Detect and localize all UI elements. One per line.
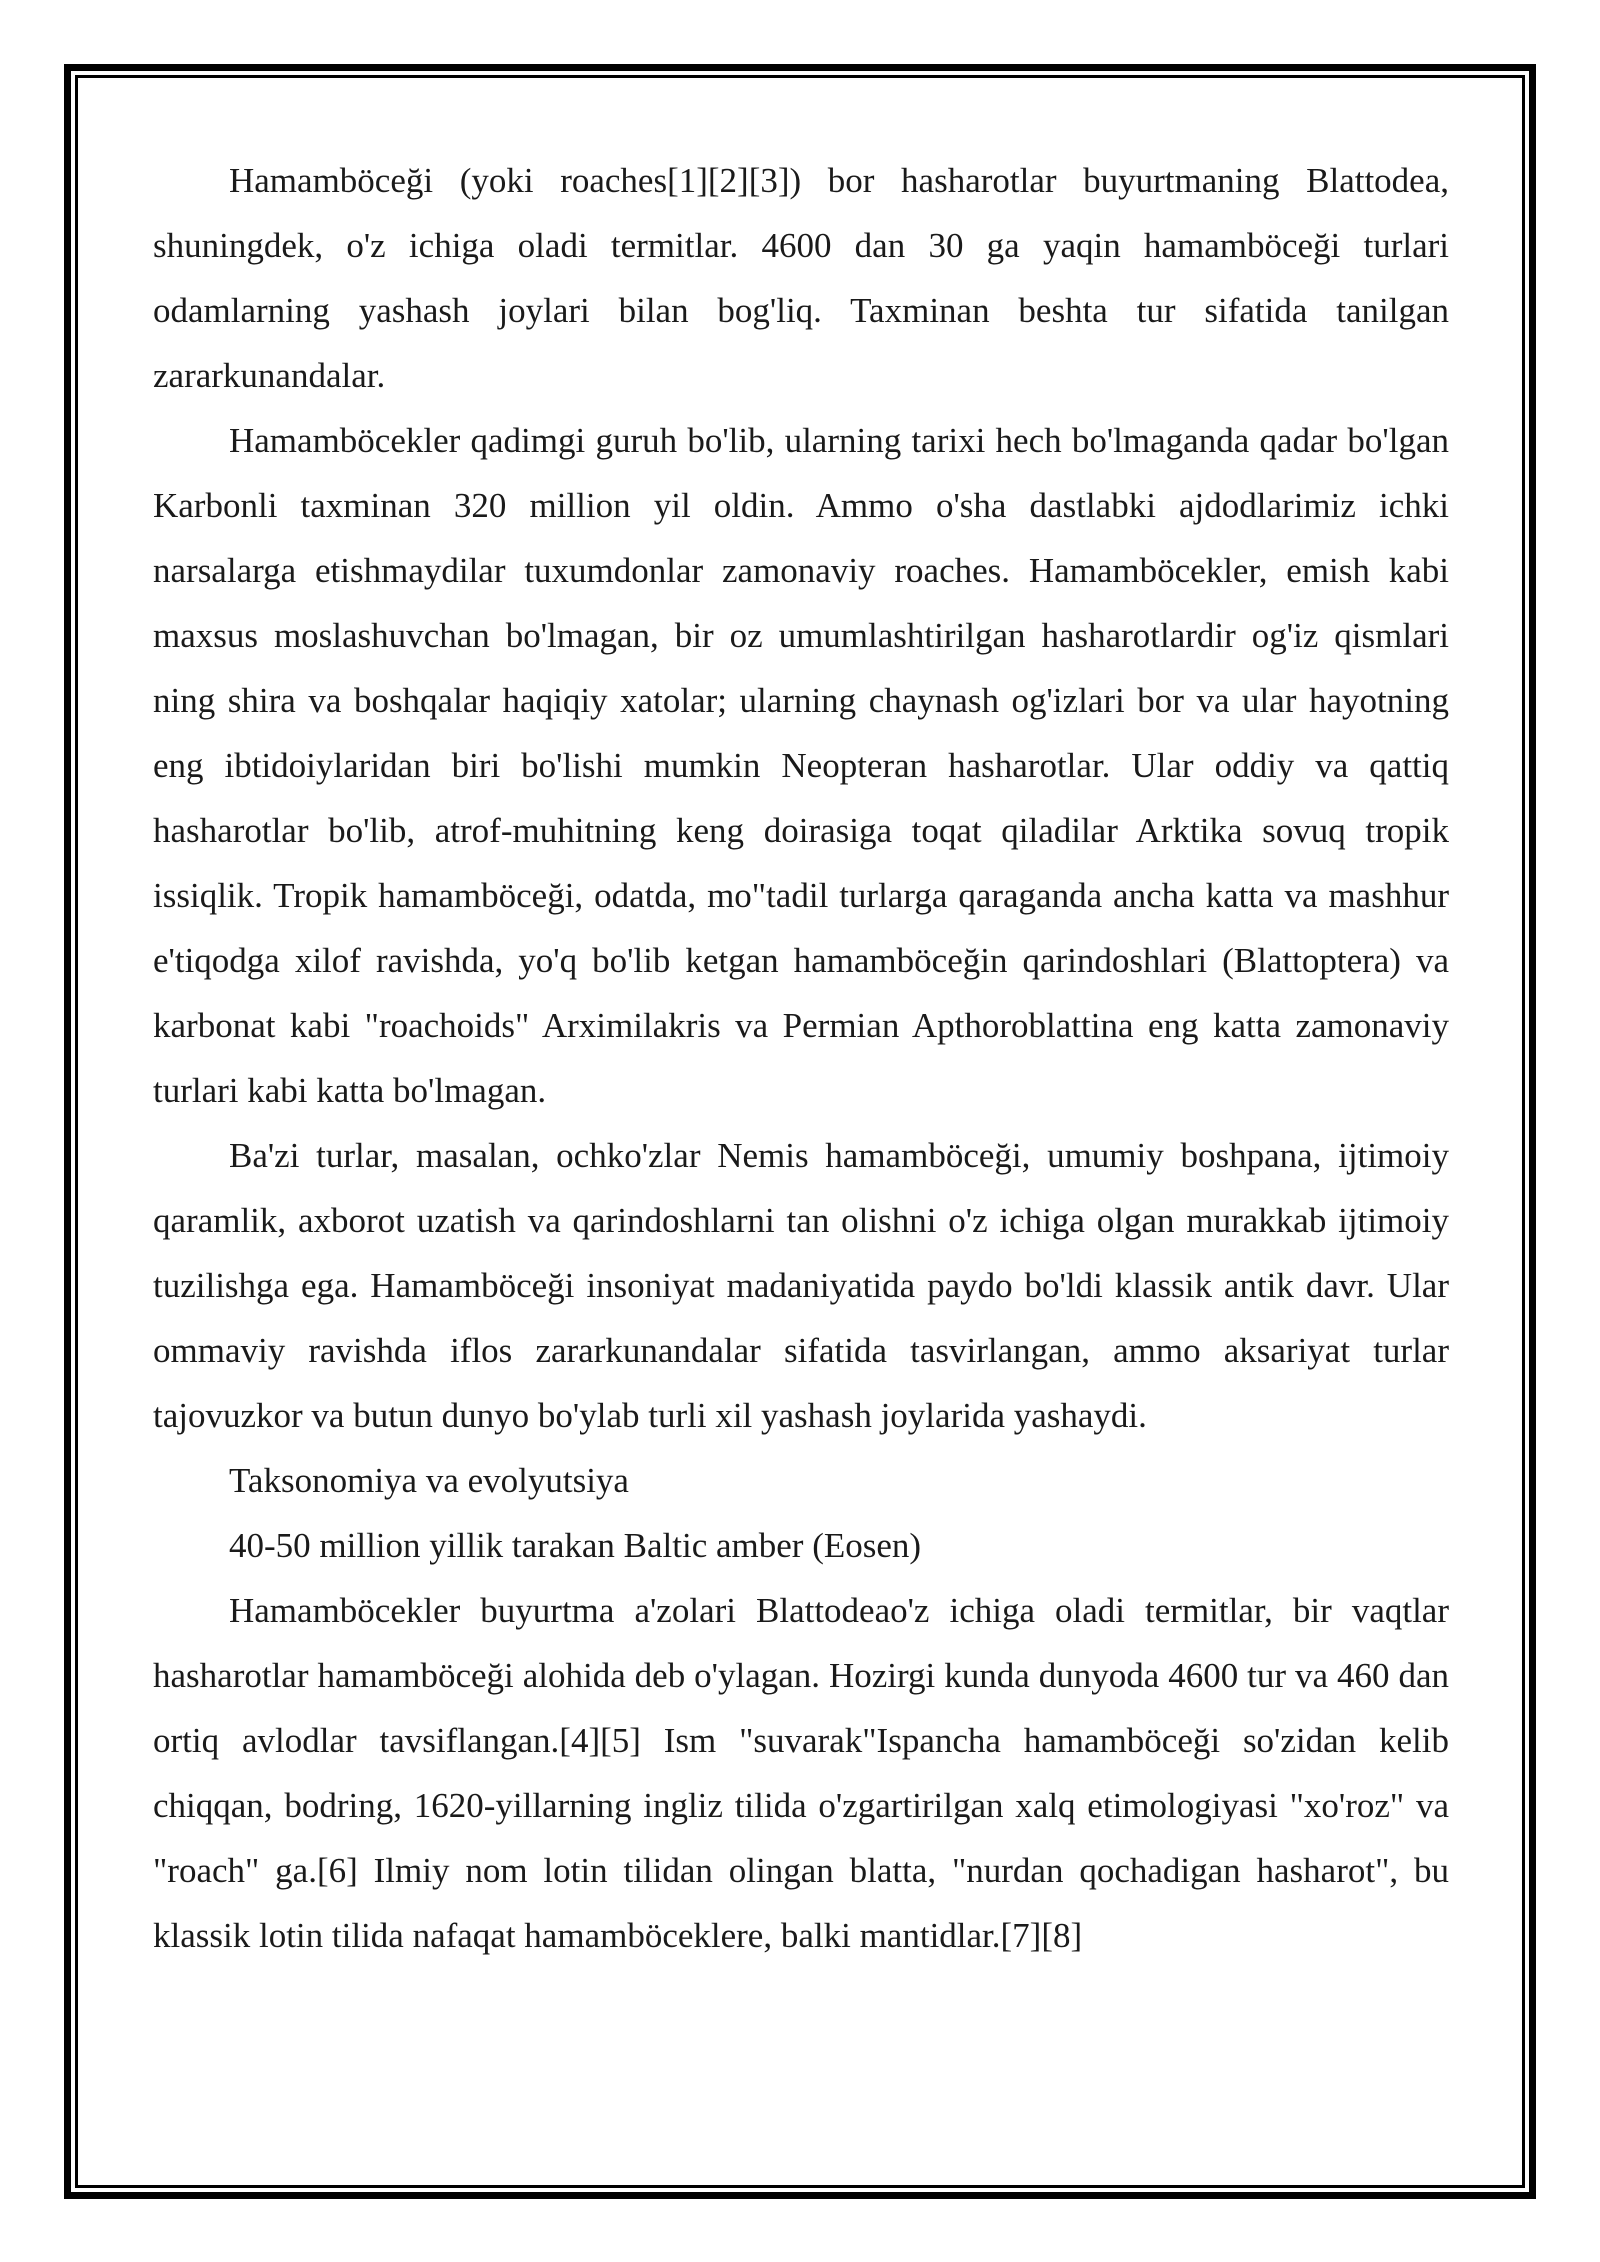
paragraph-social: Ba'zi turlar, masalan, ochko'zlar Nemis hamamböceği, umumiy boshpana, ijtimoiy qaramlik, axborot uzatish va qarindoshlarni tan olishni o'z ichiga olgan murakkab ijtimoiy tuzilishga ega. Hamamböceği insoniyat madaniyatida paydo bo'ldi klassik antik davr. Ular ommaviy ravishda iflos zararkunandalar sifatida tasvirlangan, ammo aksariyat turlar tajovuzkor va butun dunyo bo'ylab turli xil yashash joylarida yashaydi. xyxy=(153,1136,1449,1435)
section-heading-taxonomy: Taksonomiya va evolyutsiya xyxy=(229,1461,629,1500)
image-caption-amber: 40-50 million yillik tarakan Baltic amber (Eosen) xyxy=(229,1526,922,1565)
paragraph-history: Hamamböcekler qadimgi guruh bo'lib, ularning tarixi hech bo'lmaganda qadar bo'lgan Karbonli taxminan 320 million yil oldin. Ammo o'sha dastlabki ajdodlarimiz ichki narsalarga etishmaydilar tuxumdonlar zamonaviy roaches. Hamamböcekler, emish kabi maxsus moslashuvchan bo'lmagan, bir oz umumlashtirilgan hasharotlardir og'iz qismlari ning shira va boshqalar haqiqiy xatolar; ularning chaynash og'izlari bor va ular hayotning eng ibtidoiylaridan biri bo'lishi mumkin Neopteran hasharotlar. Ular oddiy va qattiq hasharotlar bo'lib, atrof-muhitning keng doirasiga toqat qiladilar Arktika sovuq tropik issiqlik. Tropik hamamböceği, odatda, mo"tadil turlarga qaraganda ancha katta va mashhur e'tiqodga xilof ravishda, yo'q bo'lib ketgan hamamböceğin qarindoshlari (Blattoptera) va karbonat kabi "roachoids" Arximilakris va Permian Apthoroblattina eng katta zamonaviy turlari kabi katta bo'lmagan. xyxy=(153,421,1449,1110)
document-body xyxy=(153,148,1449,1968)
paragraph-intro: Hamamböceği (yoki roaches[1][2][3]) bor hasharotlar buyurtmaning Blattodea, shuningdek, o'z ichiga oladi termitlar. 4600 dan 30 ga yaqin hamamböceği turlari odamlarning yashash joylari bilan bog'liq. Taxminan beshta tur sifatida tanilgan zararkunandalar. xyxy=(153,161,1449,395)
paragraph-taxonomy: Hamamböcekler buyurtma a'zolari Blattodeao'z ichiga oladi termitlar, bir vaqtlar hasharotlar hamamböceği alohida deb o'ylagan. Hozirgi kunda dunyoda 4600 tur va 460 dan ortiq avlodlar tavsiflangan.[4][5] Ism "suvarak"Ispancha hamamböceği so'zidan kelib chiqqan, bodring, 1620-yillarning ingliz tilida o'zgartirilgan xalq etimologiyasi "xo'roz" va "roach" ga.[6] Ilmiy nom lotin tilidan olingan blatta, "nurdan qochadigan hasharot", bu klassik lotin tilida nafaqat hamamböceklere, balki mantidlar.[7][8] xyxy=(153,1591,1449,1955)
